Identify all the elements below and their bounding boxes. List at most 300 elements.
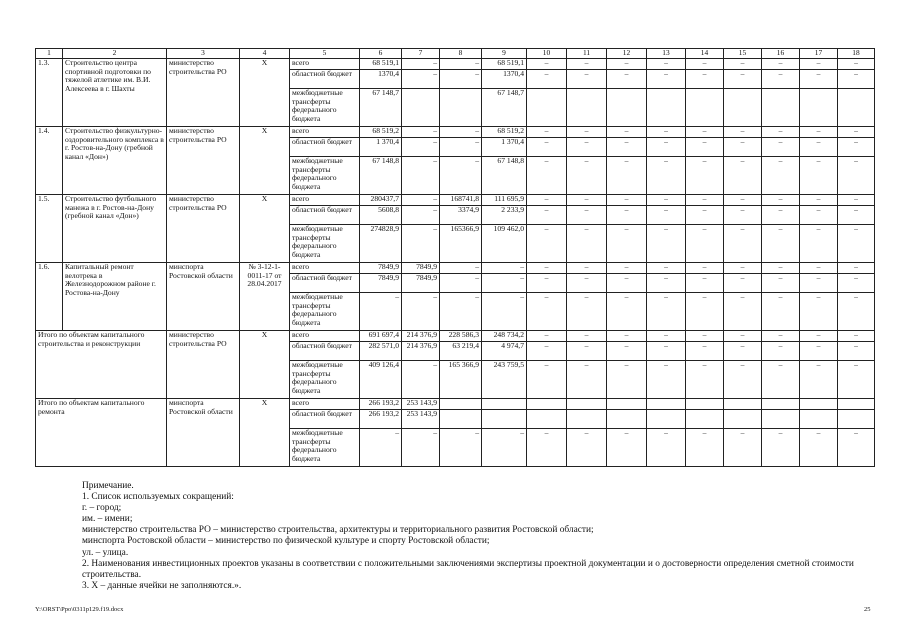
amount-cell: – [838, 331, 875, 342]
amount-cell: 691 697,4 [360, 331, 402, 342]
amount-cell: – [360, 293, 402, 331]
amount-cell [482, 410, 527, 429]
amount-cell: – [527, 331, 567, 342]
amount-cell [800, 399, 838, 410]
amount-cell: – [686, 59, 724, 70]
executor: министерство строительства РО [167, 127, 240, 195]
amount-cell: – [402, 293, 440, 331]
amount-cell: – [724, 331, 762, 342]
amount-cell: – [838, 429, 875, 467]
amount-cell: – [607, 342, 647, 361]
amount-cell: – [800, 361, 838, 399]
amount-cell: – [647, 225, 686, 263]
amount-cell [724, 410, 762, 429]
amount-cell: – [724, 293, 762, 331]
amount-cell: – [838, 157, 875, 195]
item-number: 1.5. [36, 195, 63, 263]
amount-cell: – [838, 263, 875, 274]
amount-cell: – [607, 206, 647, 225]
amount-cell: – [647, 293, 686, 331]
amount-cell: – [607, 293, 647, 331]
table-row [36, 399, 875, 410]
funding-source: всего [290, 195, 360, 206]
funding-source: областной бюджет [290, 410, 360, 429]
amount-cell: – [686, 127, 724, 138]
note-line: г. – город; [82, 503, 122, 514]
funding-source: областной бюджет [290, 70, 360, 89]
amount-cell [402, 89, 440, 127]
amount-cell [724, 89, 762, 127]
amount-cell: – [607, 138, 647, 157]
amount-cell [607, 89, 647, 127]
executor: минспорта Ростовской области [167, 399, 240, 467]
amount-cell: – [440, 59, 482, 70]
amount-cell: – [440, 70, 482, 89]
amount-cell [527, 399, 567, 410]
item-number: 1.6. [36, 263, 63, 331]
amount-cell: – [527, 195, 567, 206]
funding-source: всего [290, 263, 360, 274]
amount-cell: 228 586,3 [440, 331, 482, 342]
executor: министерство строительства РО [167, 59, 240, 127]
amount-cell: – [647, 361, 686, 399]
funding-source: межбюджетные трансферты федерального бюджета [290, 157, 360, 195]
amount-cell: – [527, 59, 567, 70]
amount-cell: – [762, 342, 800, 361]
amount-cell: – [402, 195, 440, 206]
amount-cell: 282 571,0 [360, 342, 402, 361]
object-name: Строительство футбольного манежа в г. Ростов-на-Дону (гребной канал «Дон») [63, 195, 167, 263]
note-line: ул. – улица. [82, 547, 129, 558]
note-line: 1. Список используемых сокращений: [82, 492, 234, 503]
amount-cell: – [800, 274, 838, 293]
amount-cell: – [724, 127, 762, 138]
amount-cell: – [440, 263, 482, 274]
amount-cell: – [527, 138, 567, 157]
amount-cell: 168741,8 [440, 195, 482, 206]
amount-cell: – [527, 342, 567, 361]
amount-cell: 165366,9 [440, 225, 482, 263]
note-line: им. – имени; [82, 514, 133, 525]
amount-cell: – [647, 157, 686, 195]
table-row [36, 263, 875, 274]
column-number: 15 [724, 49, 762, 59]
funding-source: областной бюджет [290, 274, 360, 293]
amount-cell: – [838, 138, 875, 157]
amount-cell: 7849,9 [360, 274, 402, 293]
amount-cell: – [762, 195, 800, 206]
amount-cell: 266 193,2 [360, 399, 402, 410]
funding-source: межбюджетные трансферты федерального бюджета [290, 293, 360, 331]
amount-cell: – [402, 59, 440, 70]
amount-cell: – [800, 263, 838, 274]
amount-cell: – [527, 263, 567, 274]
amount-cell: 63 219,4 [440, 342, 482, 361]
amount-cell: – [567, 274, 607, 293]
note-line: 3. Х – данные ячейки не заполняются.». [82, 580, 242, 591]
column-number: 11 [567, 49, 607, 59]
funding-source: межбюджетные трансферты федерального бюджета [290, 225, 360, 263]
amount-cell: – [402, 70, 440, 89]
object-name: Строительство физкультурно-оздоровительного комплекса в г. Ростов-на-Дону (гребной канал «Дон») [63, 127, 167, 195]
amount-cell: – [647, 138, 686, 157]
amount-cell: – [800, 138, 838, 157]
amount-cell: – [762, 429, 800, 467]
amount-cell: – [647, 195, 686, 206]
amount-cell: 67 148,7 [360, 89, 402, 127]
amount-cell: – [482, 429, 527, 467]
object-name: Итого по объектам капитального строительства и реконструкции [36, 331, 167, 399]
amount-cell: – [647, 274, 686, 293]
amount-cell: 111 695,9 [482, 195, 527, 206]
amount-cell [527, 89, 567, 127]
amount-cell: – [724, 70, 762, 89]
amount-cell: – [647, 127, 686, 138]
column-number: 10 [527, 49, 567, 59]
amount-cell: – [402, 157, 440, 195]
amount-cell: – [567, 70, 607, 89]
column-number: 1 [36, 49, 63, 59]
amount-cell: – [402, 225, 440, 263]
expertise-doc: № 3-12-1-0011-17 от 28.04.2017 [240, 263, 290, 331]
amount-cell: – [527, 225, 567, 263]
amount-cell: – [607, 361, 647, 399]
amount-cell: – [607, 127, 647, 138]
amount-cell [527, 410, 567, 429]
amount-cell: – [647, 342, 686, 361]
amount-cell: 5608,8 [360, 206, 402, 225]
amount-cell: – [402, 429, 440, 467]
amount-cell: 7849,9 [360, 263, 402, 274]
amount-cell: – [800, 331, 838, 342]
amount-cell [647, 89, 686, 127]
amount-cell [800, 410, 838, 429]
amount-cell [647, 399, 686, 410]
file-path: Y:\ORST\Ppo\0311p129.f19.docx [35, 606, 124, 613]
amount-cell: – [567, 342, 607, 361]
amount-cell: 280437,7 [360, 195, 402, 206]
column-number: 6 [360, 49, 402, 59]
amount-cell: – [724, 342, 762, 361]
amount-cell: – [724, 263, 762, 274]
amount-cell: 1 370,4 [360, 138, 402, 157]
amount-cell: – [607, 195, 647, 206]
item-number: 1.4. [36, 127, 63, 195]
amount-cell: – [762, 157, 800, 195]
amount-cell: 109 462,0 [482, 225, 527, 263]
amount-cell: – [527, 293, 567, 331]
amount-cell: – [838, 70, 875, 89]
amount-cell: – [567, 331, 607, 342]
amount-cell: 214 376,9 [402, 331, 440, 342]
amount-cell: – [647, 331, 686, 342]
amount-cell: – [800, 342, 838, 361]
amount-cell: – [724, 59, 762, 70]
amount-cell: – [800, 70, 838, 89]
amount-cell: – [800, 195, 838, 206]
column-number: 12 [607, 49, 647, 59]
amount-cell: 68 519,2 [482, 127, 527, 138]
amount-cell: – [838, 361, 875, 399]
amount-cell: – [607, 331, 647, 342]
amount-cell: 68 519,2 [360, 127, 402, 138]
amount-cell: 7849,9 [402, 274, 440, 293]
page-number: 25 [864, 606, 871, 613]
amount-cell: – [724, 157, 762, 195]
amount-cell: – [647, 429, 686, 467]
amount-cell: – [607, 59, 647, 70]
amount-cell: – [567, 361, 607, 399]
object-name: Итого по объектам капитального ремонта [36, 399, 167, 467]
note-line: минспорта Ростовской области – министерство по физической культуре и спорту Ростовской области; [82, 536, 490, 547]
amount-cell: – [567, 59, 607, 70]
amount-cell: – [724, 429, 762, 467]
amount-cell: – [686, 206, 724, 225]
column-number-row [36, 49, 875, 59]
column-number: 16 [762, 49, 800, 59]
amount-cell: – [440, 274, 482, 293]
funding-source: областной бюджет [290, 206, 360, 225]
amount-cell: 214 376,9 [402, 342, 440, 361]
amount-cell: – [762, 127, 800, 138]
amount-cell [762, 89, 800, 127]
amount-cell: – [724, 274, 762, 293]
column-number: 3 [167, 49, 240, 59]
amount-cell [440, 89, 482, 127]
amount-cell: – [724, 361, 762, 399]
note-line: 2. Наименования инвестиционных проектов указаны в соответствии с положительными заключениями экспертизы проектной документации и о достоверности определения сметной стоимости строительства. [82, 558, 854, 580]
note-line: министерство строительства РО – министерство строительства, архитектуры и территориального развития Ростовской области; [82, 525, 594, 536]
amount-cell: – [686, 293, 724, 331]
executor: министерство строительства РО [167, 195, 240, 263]
amount-cell: 67 148,7 [482, 89, 527, 127]
amount-cell: – [567, 293, 607, 331]
amount-cell [607, 410, 647, 429]
amount-cell: – [762, 138, 800, 157]
column-number: 5 [290, 49, 360, 59]
object-name: Капитальный ремонт велотрека в Железнодорожном районе г. Ростова-на-Дону [63, 263, 167, 331]
amount-cell: – [800, 59, 838, 70]
amount-cell: – [800, 206, 838, 225]
funding-source: межбюджетные трансферты федерального бюджета [290, 89, 360, 127]
amount-cell: – [838, 195, 875, 206]
amount-cell: – [567, 157, 607, 195]
amount-cell: – [724, 138, 762, 157]
amount-cell: 3374,9 [440, 206, 482, 225]
amount-cell [762, 399, 800, 410]
amount-cell: – [527, 127, 567, 138]
amount-cell: – [607, 429, 647, 467]
amount-cell: – [647, 70, 686, 89]
amount-cell: – [762, 70, 800, 89]
amount-cell: – [686, 429, 724, 467]
amount-cell: – [800, 225, 838, 263]
amount-cell: 274828,9 [360, 225, 402, 263]
executor: минспорта Ростовской области [167, 263, 240, 331]
amount-cell: – [607, 263, 647, 274]
amount-cell: – [724, 206, 762, 225]
amount-cell: 67 148,8 [482, 157, 527, 195]
table-row [36, 127, 875, 138]
column-number: 17 [800, 49, 838, 59]
funding-source: межбюджетные трансферты федерального бюджета [290, 429, 360, 467]
amount-cell: – [762, 361, 800, 399]
amount-cell: – [762, 293, 800, 331]
funding-source: всего [290, 331, 360, 342]
amount-cell: – [527, 206, 567, 225]
funding-source: всего [290, 399, 360, 410]
amount-cell: – [762, 274, 800, 293]
column-number: 14 [686, 49, 724, 59]
amount-cell: – [402, 138, 440, 157]
amount-cell [838, 410, 875, 429]
amount-cell: – [800, 127, 838, 138]
expertise-doc: Х [240, 195, 290, 263]
amount-cell: 409 126,4 [360, 361, 402, 399]
amount-cell: – [647, 206, 686, 225]
column-number: 7 [402, 49, 440, 59]
amount-cell: – [567, 138, 607, 157]
amount-cell [440, 410, 482, 429]
amount-cell: – [762, 59, 800, 70]
amount-cell: – [838, 127, 875, 138]
amount-cell: – [838, 274, 875, 293]
amount-cell: – [647, 59, 686, 70]
amount-cell: 248 734,2 [482, 331, 527, 342]
amount-cell [800, 89, 838, 127]
amount-cell: – [686, 157, 724, 195]
amount-cell: 1 370,4 [482, 138, 527, 157]
amount-cell: – [686, 195, 724, 206]
amount-cell: 165 366,9 [440, 361, 482, 399]
amount-cell: – [527, 274, 567, 293]
amount-cell: – [482, 274, 527, 293]
amount-cell: – [402, 127, 440, 138]
amount-cell: – [686, 138, 724, 157]
amount-cell [607, 399, 647, 410]
column-number: 8 [440, 49, 482, 59]
amount-cell: 243 759,5 [482, 361, 527, 399]
amount-cell: – [567, 195, 607, 206]
column-number: 2 [63, 49, 167, 59]
amount-cell: – [567, 127, 607, 138]
amount-cell: 4 974,7 [482, 342, 527, 361]
table-row [36, 331, 875, 342]
amount-cell [482, 399, 527, 410]
program-table [35, 48, 875, 467]
amount-cell: – [567, 206, 607, 225]
amount-cell: 7849,9 [402, 263, 440, 274]
funding-source: областной бюджет [290, 342, 360, 361]
funding-source: межбюджетные трансферты федерального бюджета [290, 361, 360, 399]
amount-cell: – [440, 429, 482, 467]
amount-cell: – [527, 429, 567, 467]
amount-cell [567, 399, 607, 410]
amount-cell: – [686, 342, 724, 361]
column-number: 4 [240, 49, 290, 59]
amount-cell: – [686, 70, 724, 89]
amount-cell: – [762, 263, 800, 274]
amount-cell: – [724, 225, 762, 263]
amount-cell [724, 399, 762, 410]
table-row [36, 59, 875, 70]
amount-cell: – [686, 331, 724, 342]
amount-cell [686, 399, 724, 410]
notes-section [82, 481, 872, 592]
expertise-doc: Х [240, 399, 290, 467]
expertise-doc: Х [240, 59, 290, 127]
amount-cell [567, 410, 607, 429]
amount-cell [440, 399, 482, 410]
funding-source: всего [290, 59, 360, 70]
amount-cell: – [527, 70, 567, 89]
amount-cell: – [647, 263, 686, 274]
amount-cell: – [800, 293, 838, 331]
amount-cell: – [567, 263, 607, 274]
note-line: Примечание. [82, 481, 134, 491]
amount-cell: – [607, 225, 647, 263]
amount-cell: – [607, 274, 647, 293]
amount-cell: – [724, 195, 762, 206]
column-number: 9 [482, 49, 527, 59]
amount-cell: 68 519,1 [482, 59, 527, 70]
amount-cell [686, 410, 724, 429]
funding-source: всего [290, 127, 360, 138]
amount-cell [567, 89, 607, 127]
executor: министерство строительства РО [167, 331, 240, 399]
expertise-doc: Х [240, 331, 290, 399]
amount-cell: – [440, 157, 482, 195]
amount-cell: – [402, 206, 440, 225]
amount-cell: – [686, 361, 724, 399]
amount-cell: – [686, 263, 724, 274]
amount-cell: 68 519,1 [360, 59, 402, 70]
column-number: 18 [838, 49, 875, 59]
amount-cell [647, 410, 686, 429]
amount-cell: – [527, 157, 567, 195]
amount-cell: – [567, 429, 607, 467]
item-number: 1.3. [36, 59, 63, 127]
amount-cell: – [800, 157, 838, 195]
amount-cell [838, 89, 875, 127]
amount-cell: – [686, 274, 724, 293]
amount-cell: – [838, 225, 875, 263]
expertise-doc: Х [240, 127, 290, 195]
amount-cell: – [838, 293, 875, 331]
amount-cell [686, 89, 724, 127]
amount-cell: – [360, 429, 402, 467]
amount-cell: 253 143,9 [402, 399, 440, 410]
amount-cell: – [686, 225, 724, 263]
amount-cell: – [607, 70, 647, 89]
funding-source: областной бюджет [290, 138, 360, 157]
amount-cell: – [838, 206, 875, 225]
amount-cell: 1370,4 [360, 70, 402, 89]
column-number: 13 [647, 49, 686, 59]
amount-cell: – [838, 59, 875, 70]
amount-cell: 2 233,9 [482, 206, 527, 225]
amount-cell: – [762, 331, 800, 342]
amount-cell: – [527, 361, 567, 399]
amount-cell: 67 148,8 [360, 157, 402, 195]
amount-cell: – [762, 206, 800, 225]
amount-cell: – [607, 157, 647, 195]
amount-cell: – [762, 225, 800, 263]
amount-cell: – [482, 263, 527, 274]
amount-cell: – [482, 293, 527, 331]
amount-cell: – [440, 127, 482, 138]
table-row [36, 195, 875, 206]
